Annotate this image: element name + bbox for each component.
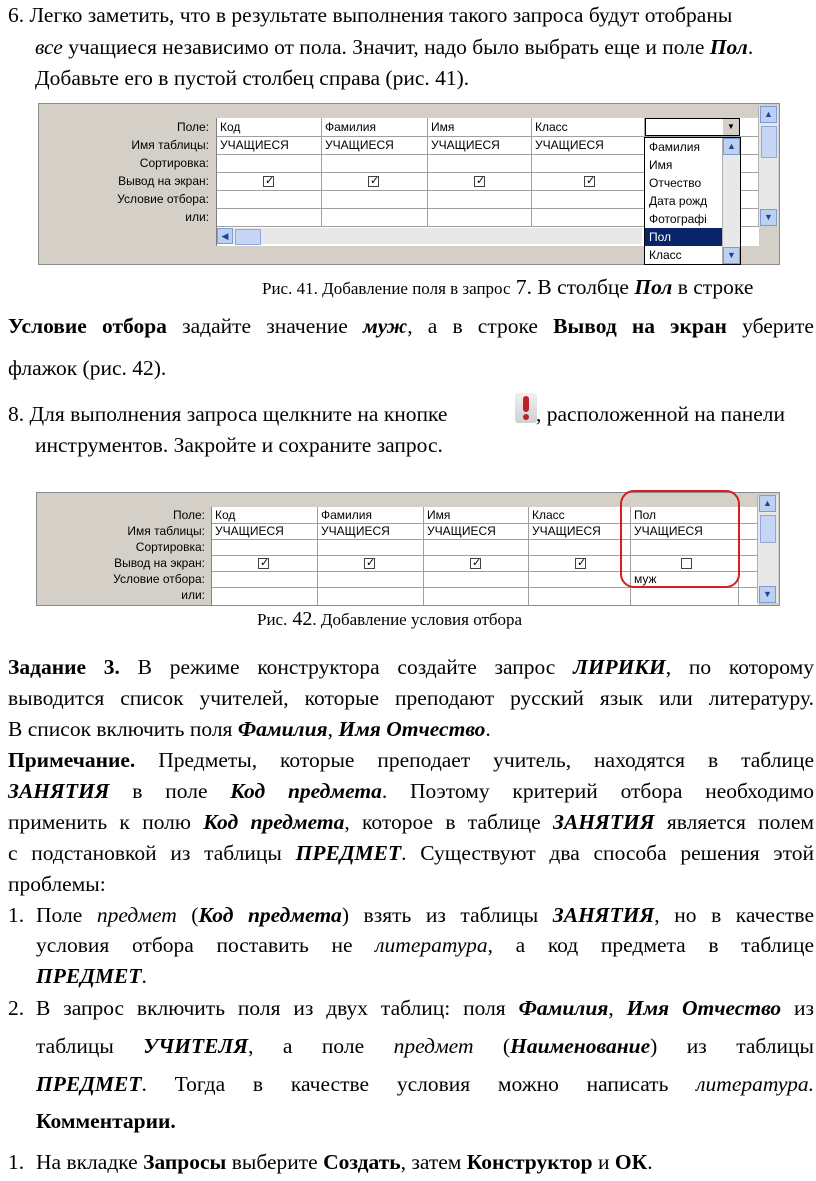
show-checkbox[interactable]: ✓ xyxy=(586,175,596,187)
scroll-down-icon[interactable]: ▼ xyxy=(759,586,776,603)
grid-vertical-scrollbar[interactable] xyxy=(758,106,778,226)
comments-item1: На вкладке Запросы выберите Создать, затем Конструктор и ОК. xyxy=(36,1150,653,1174)
table-name: УЧАЩИЕСЯ xyxy=(215,524,284,538)
table-name: УЧАЩИЕСЯ xyxy=(532,524,601,538)
list-item-number: 1. xyxy=(8,1150,25,1174)
item6-line1: 6. Легко заметить, что в результате выполнения такого запроса будут отобраны xyxy=(8,3,733,27)
row-label-sort: Сортировка: xyxy=(139,156,209,170)
comments-title: Комментарии. xyxy=(36,1109,176,1133)
dropdown-option[interactable]: Класс xyxy=(649,248,682,262)
row-label-sort: Сортировка: xyxy=(135,540,205,554)
list-item1-line3: ПРЕДМЕТ. xyxy=(36,964,147,988)
show-checkbox[interactable]: ✓ xyxy=(265,175,275,187)
show-checkbox[interactable]: ✓ xyxy=(260,557,270,569)
scroll-thumb[interactable] xyxy=(761,126,777,158)
table-name: УЧАЩИЕСЯ xyxy=(321,524,390,538)
list-item1-line2: условия отбора поставить не литература, а код предмета в таблице xyxy=(36,933,815,957)
grid-column[interactable] xyxy=(322,118,428,226)
list-item-number: 2. xyxy=(8,996,25,1020)
scroll-up-icon[interactable]: ▲ xyxy=(760,106,777,123)
show-checkbox[interactable]: ✓ xyxy=(366,557,376,569)
item6-line3: Добавьте его в пустой столбец справа (рис. 41). xyxy=(35,66,470,90)
dropdown-option-selected[interactable]: Пол xyxy=(645,228,740,246)
field-name: Код xyxy=(220,120,241,134)
field-name: Класс xyxy=(535,120,568,134)
grid-column[interactable] xyxy=(212,507,318,605)
run-query-icon[interactable] xyxy=(515,393,537,423)
item6-line2: все учащиеся независимо от пола. Значит, надо было выбрать еще и поле Пол. xyxy=(35,35,754,59)
scroll-thumb[interactable] xyxy=(760,515,776,543)
scroll-thumb[interactable] xyxy=(235,229,261,245)
show-checkbox[interactable]: ✓ xyxy=(577,557,587,569)
grid-column[interactable] xyxy=(318,507,424,605)
horizontal-scrollbar[interactable] xyxy=(217,228,642,244)
caption-fig42: Рис. 42. Добавление условия отбора xyxy=(257,608,523,630)
scroll-down-icon[interactable]: ▼ xyxy=(760,209,777,226)
dropdown-option[interactable]: Имя xyxy=(649,158,673,172)
field-name: Код xyxy=(215,508,236,522)
row-label-table: Имя таблицы: xyxy=(131,138,209,152)
task3-line2: выводится список учителей, которые преподают русский язык или литературу. xyxy=(8,686,814,710)
field-select[interactable] xyxy=(645,118,740,136)
item7-line1: Условие отбора задайте значение муж, а в строке Вывод на экран уберите xyxy=(8,314,814,338)
row-label-show: Вывод на экран: xyxy=(118,174,209,188)
query-grid-fig41 xyxy=(38,103,780,265)
list-item2-line1: В запрос включить поля из двух таблиц: поля Фамилия, Имя Отчество из xyxy=(36,996,815,1020)
note-line1: Примечание. Предметы, которые преподает учитель, находятся в таблице xyxy=(8,748,814,772)
row-label-show: Вывод на экран: xyxy=(114,556,205,570)
scroll-up-icon[interactable]: ▲ xyxy=(759,495,776,512)
show-checkbox[interactable]: ✓ xyxy=(472,557,482,569)
field-name: Имя xyxy=(431,120,455,134)
table-name: УЧАЩИЕСЯ xyxy=(220,138,289,152)
dropdown-option[interactable]: Фотографі xyxy=(649,212,707,226)
row-label-or: или: xyxy=(185,210,209,224)
field-name: Пол xyxy=(634,508,657,522)
scroll-down-icon[interactable]: ▼ xyxy=(723,247,740,264)
row-label-criteria: Условие отбора: xyxy=(113,572,205,586)
item7-line2: флажок (рис. 42). xyxy=(8,356,167,380)
task3-line3: В список включить поля Фамилия, Имя Отчество. xyxy=(8,717,491,741)
row-label-criteria: Условие отбора: xyxy=(117,192,209,206)
criteria-value[interactable]: муж xyxy=(634,572,657,586)
row-label-or: или: xyxy=(181,588,205,602)
item8-line1: 8. Для выполнения запроса щелкните на кнопке , расположенной на панели xyxy=(8,399,816,430)
field-name: Имя xyxy=(427,508,451,522)
scroll-left-icon[interactable]: ◀ xyxy=(217,228,233,244)
table-name: УЧАЩИЕСЯ xyxy=(535,138,604,152)
note-line3: применить к полю Код предмета, которое в таблице ЗАНЯТИЯ является полем xyxy=(8,810,815,834)
list-item1-line1: Поле предмет (Код предмета) взять из таблицы ЗАНЯТИЯ, но в качестве xyxy=(36,903,815,927)
scroll-up-icon[interactable]: ▲ xyxy=(723,138,740,155)
grid-column[interactable] xyxy=(428,118,532,226)
grid-column[interactable] xyxy=(217,118,322,226)
row-label-field: Поле: xyxy=(176,120,209,134)
task3-line1: Задание 3. В режиме конструктора создайте запрос ЛИРИКИ, по которому xyxy=(8,655,814,679)
chevron-down-icon[interactable]: ▼ xyxy=(723,119,739,135)
show-checkbox[interactable]: ✓ xyxy=(476,175,486,187)
show-checkbox[interactable]: ✓ xyxy=(370,175,380,187)
table-name: УЧАЩИЕСЯ xyxy=(634,524,703,538)
grid-column[interactable] xyxy=(532,118,645,226)
row-label-field: Поле: xyxy=(172,508,205,522)
table-name: УЧАЩИЕСЯ xyxy=(325,138,394,152)
field-name: Фамилия xyxy=(325,120,376,134)
list-item-number: 1. xyxy=(8,903,25,927)
table-name: УЧАЩИЕСЯ xyxy=(427,524,496,538)
table-name: УЧАЩИЕСЯ xyxy=(431,138,500,152)
field-name: Класс xyxy=(532,508,565,522)
item8-line2: инструментов. Закройте и сохраните запрос. xyxy=(35,433,443,457)
field-name: Фамилия xyxy=(321,508,372,522)
highlight-frame xyxy=(620,490,740,588)
row-label-table: Имя таблицы: xyxy=(127,524,205,538)
note-line4: с подстановкой из таблицы ПРЕДМЕТ. Существуют два способа решения этой xyxy=(8,841,814,865)
dropdown-option[interactable]: Дата рожд xyxy=(649,194,708,208)
dropdown-option[interactable]: Отчество xyxy=(649,176,702,190)
note-line2: ЗАНЯТИЯ в поле Код предмета. Поэтому критерий отбора необходимо xyxy=(8,779,814,803)
dropdown-option[interactable]: Фамилия xyxy=(649,140,700,154)
dropdown-scrollbar[interactable] xyxy=(722,138,740,264)
grid-column[interactable] xyxy=(529,507,631,605)
grid-column[interactable] xyxy=(424,507,529,605)
list-item2-line3: ПРЕДМЕТ. Тогда в качестве условия можно написать литература. xyxy=(36,1072,814,1096)
list-item2-line2: таблицы УЧИТЕЛЯ, а поле предмет (Наименование) из таблицы xyxy=(36,1034,814,1058)
field-dropdown-list[interactable] xyxy=(644,137,741,265)
caption-fig41: Рис. 41. Добавление поля в запрос 7. В столбце Пол в строке xyxy=(262,275,754,299)
note-line5: проблемы: xyxy=(8,872,106,896)
grid-vertical-scrollbar[interactable] xyxy=(757,495,778,603)
